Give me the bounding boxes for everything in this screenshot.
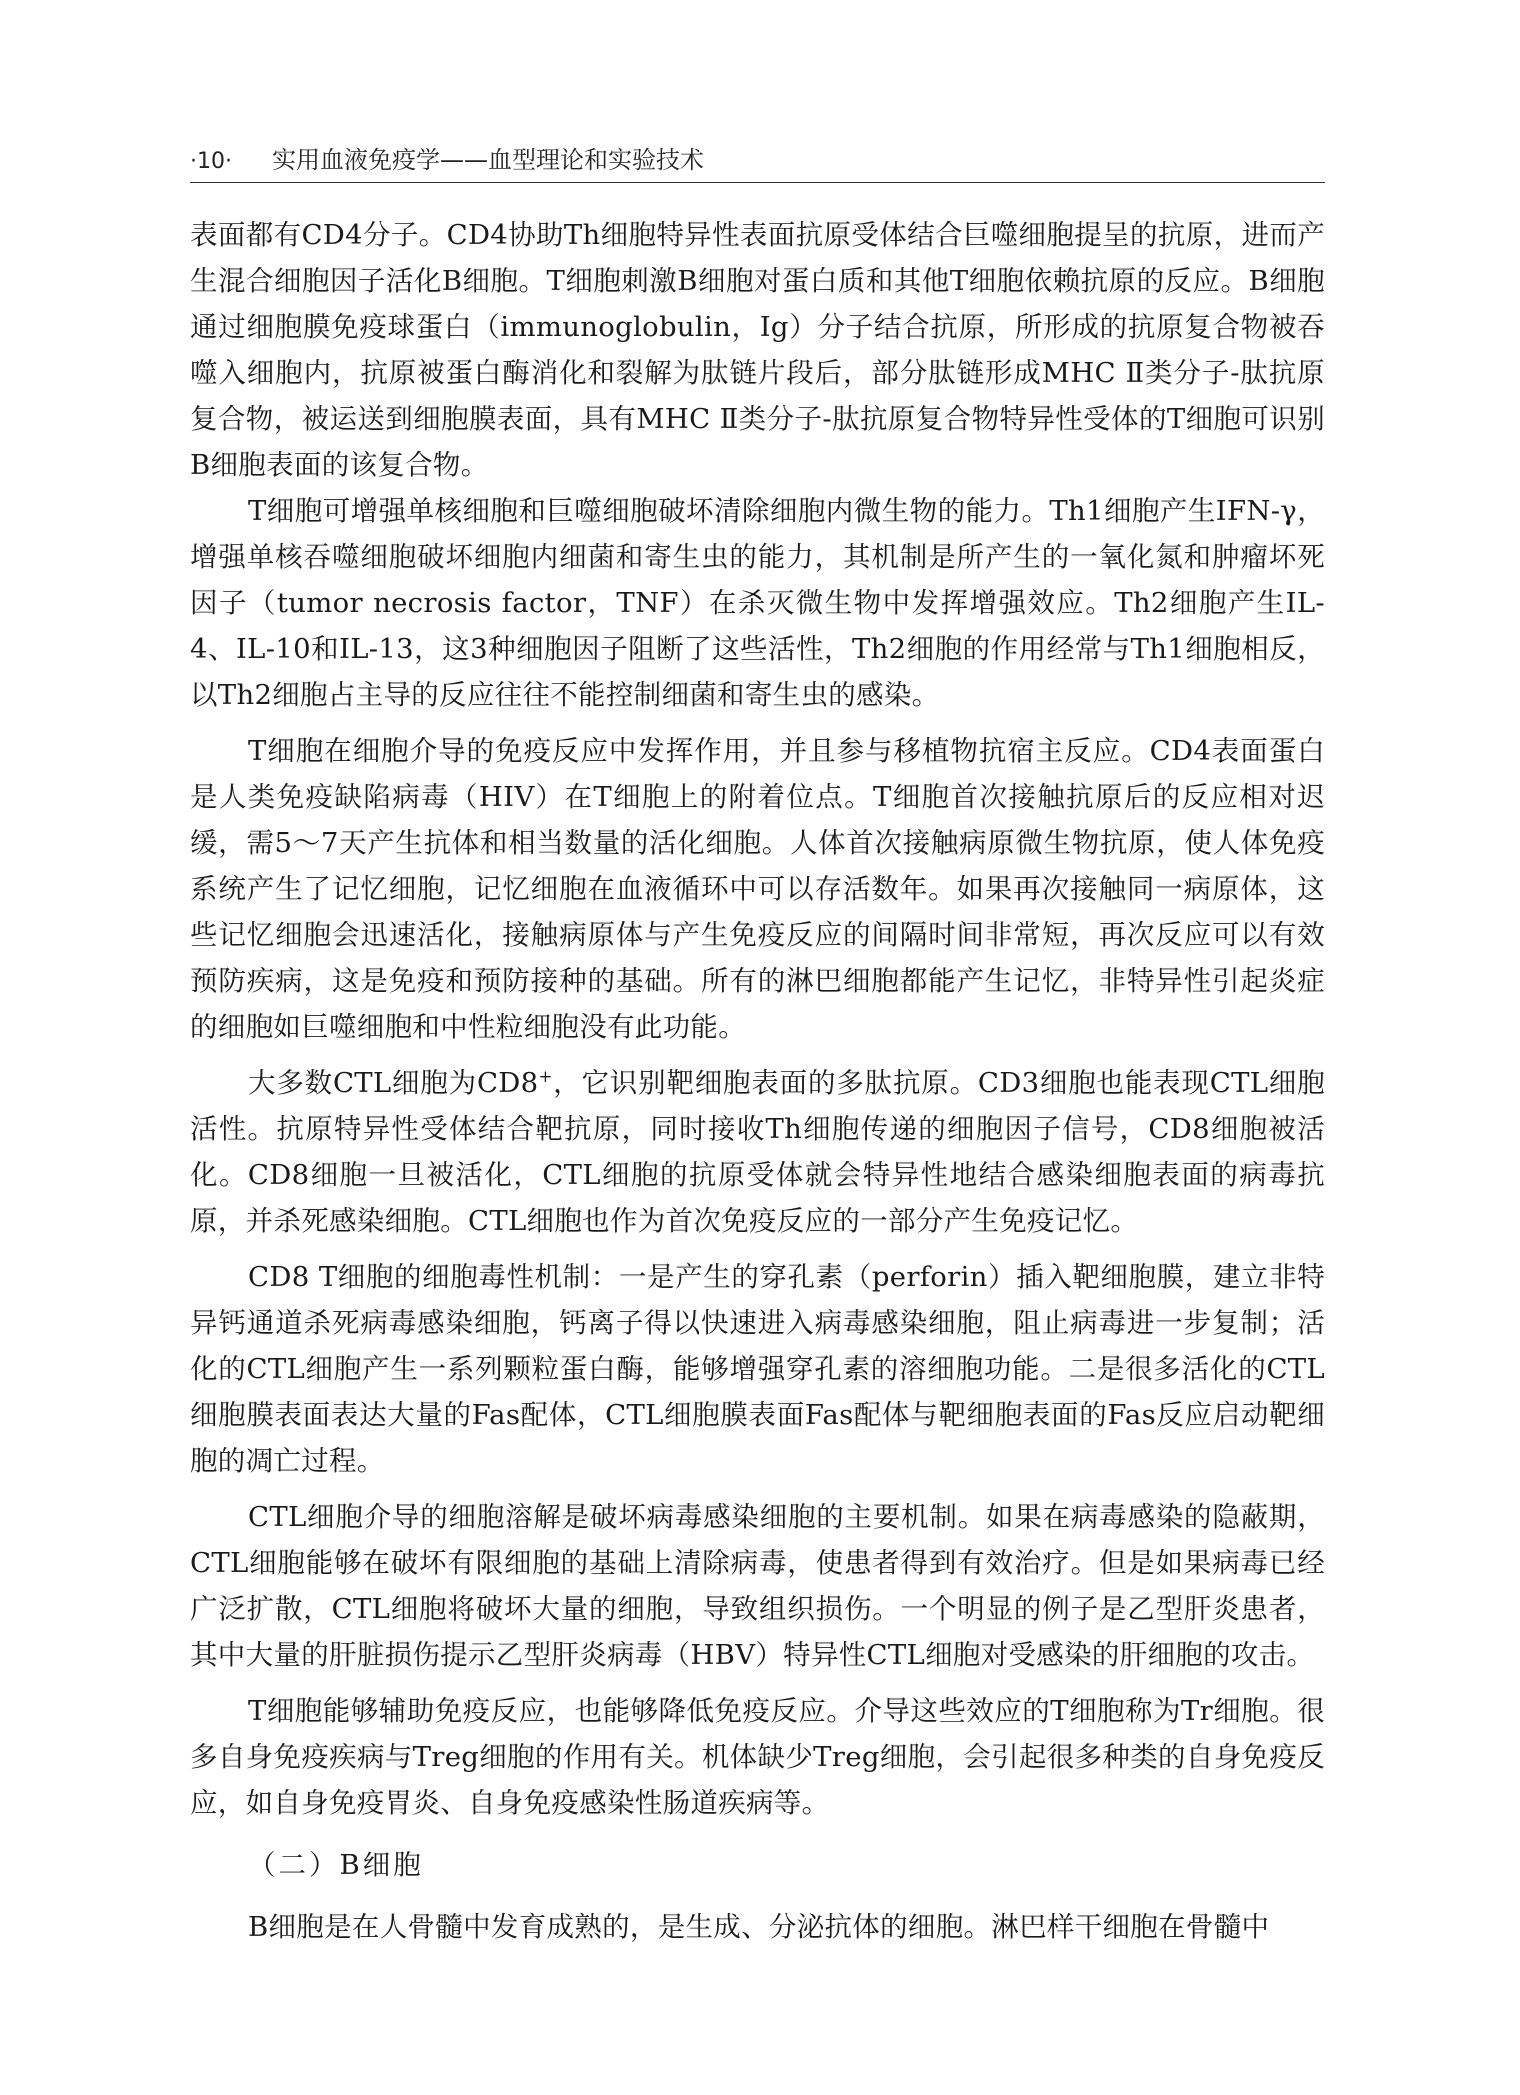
text-run: ，它识别靶细胞表面的多肽抗原。CD3细胞也能表现CTL细胞活性。抗原特异性受体结合靶抗原，同时接收Th细胞传递的细胞因子信号，CD8细胞被活化。CD8细胞一旦被活化，CTL细胞的抗原受体就会特异性地结合感染细胞表面的病毒抗原，并杀死感染细胞。CTL细胞也作为首次免疫反应的一部分产生免疫记忆。 [190, 1067, 1325, 1237]
header-rule [190, 182, 1325, 183]
paragraph: T细胞可增强单核细胞和巨噬细胞破坏清除细胞内微生物的能力。Th1细胞产生IFN-γ，增强单核吞噬细胞破坏细胞内细菌和寄生虫的能力，其机制是所产生的一氧化氮和肿瘤坏死因子（tumor necrosis factor，TNF）在杀灭微生物中发挥增强效应。Th2细胞产生IL-4、IL-10和IL-13，这3种细胞因子阻断了这些活性，Th2细胞的作用经常与Th1细胞相反，以Th2细胞占主导的反应往往不能控制细菌和寄生虫的感染。 [190, 495, 1325, 711]
text-run: 大多数CTL细胞为CD8 [248, 1067, 539, 1099]
paragraph-continued: 表面都有CD4分子。CD4协助Th细胞特异性表面抗原受体结合巨噬细胞提呈的抗原，进而产生混合细胞因子活化B细胞。T细胞刺激B细胞对蛋白质和其他T细胞依赖抗原的反应。B细胞通过细胞膜免疫球蛋白（immunoglobulin，Ig）分子结合抗原，所形成的抗原复合物被吞噬入细胞内，抗原被蛋白酶消化和裂解为肽链片段后，部分肽链形成MHC Ⅱ类分子-肽抗原复合物，被运送到细胞膜表面，具有MHC Ⅱ类分子-肽抗原复合物特异性受体的T细胞可识别B细胞表面的该复合物。 [190, 219, 1325, 481]
superscript-plus: + [538, 1066, 553, 1086]
paragraph: CD8 T细胞的细胞毒性机制：一是产生的穿孔素（perforin）插入靶细胞膜，建立非特异钙通道杀死病毒感染细胞，钙离子得以快速进入病毒感染细胞，阻止病毒进一步复制；活化的CTL细胞产生一系列颗粒蛋白酶，能够增强穿孔素的溶细胞功能。二是很多活化的CTL细胞膜表面表达大量的Fas配体，CTL细胞膜表面Fas配体与靶细胞表面的Fas反应启动靶细胞的凋亡过程。 [190, 1261, 1325, 1477]
paragraph: T细胞在细胞介导的免疫反应中发挥作用，并且参与移植物抗宿主反应。CD4表面蛋白是人类免疫缺陷病毒（HIV）在T细胞上的附着位点。T细胞首次接触抗原后的反应相对迟缓，需5～7天产生抗体和相当数量的活化细胞。人体首次接触病原微生物抗原，使人体免疫系统产生了记忆细胞，记忆细胞在血液循环中可以存活数年。如果再次接触同一病原体，这些记忆细胞会迅速活化，接触病原体与产生免疫反应的间隔时间非常短，再次反应可以有效预防疾病，这是免疫和预防接种的基础。所有的淋巴细胞都能产生记忆，非特异性引起炎症的细胞如巨噬细胞和中性粒细胞没有此功能。 [190, 735, 1325, 1043]
book-title: 实用血液免疫学——血型理论和实验技术 [271, 146, 704, 174]
running-header [190, 140, 1325, 175]
paragraph: T细胞能够辅助免疫反应，也能够降低免疫反应。介导这些效应的T细胞称为Tr细胞。很多自身免疫疾病与Treg细胞的作用有关。机体缺少Treg细胞，会引起很多种类的自身免疫反应，如自身免疫胃炎、自身免疫感染性肠道疾病等。 [190, 1695, 1325, 1819]
section-heading: （二）B细胞 [248, 1849, 424, 1881]
page-number: ·10· [190, 149, 232, 174]
paragraph: CTL细胞介导的细胞溶解是破坏病毒感染细胞的主要机制。如果在病毒感染的隐蔽期，CTL细胞能够在破坏有限细胞的基础上清除病毒，使患者得到有效治疗。但是如果病毒已经广泛扩散，CTL细胞将破坏大量的细胞，导致组织损伤。一个明显的例子是乙型肝炎患者，其中大量的肝脏损伤提示乙型肝炎病毒（HBV）特异性CTL细胞对受感染的肝细胞的攻击。 [190, 1501, 1325, 1671]
body-text [190, 212, 1325, 1950]
paragraph-ctl [190, 1060, 1325, 1244]
paragraph: B细胞是在人骨髓中发育成熟的，是生成、分泌抗体的细胞。淋巴样干细胞在骨髓中 [248, 1911, 1270, 1943]
